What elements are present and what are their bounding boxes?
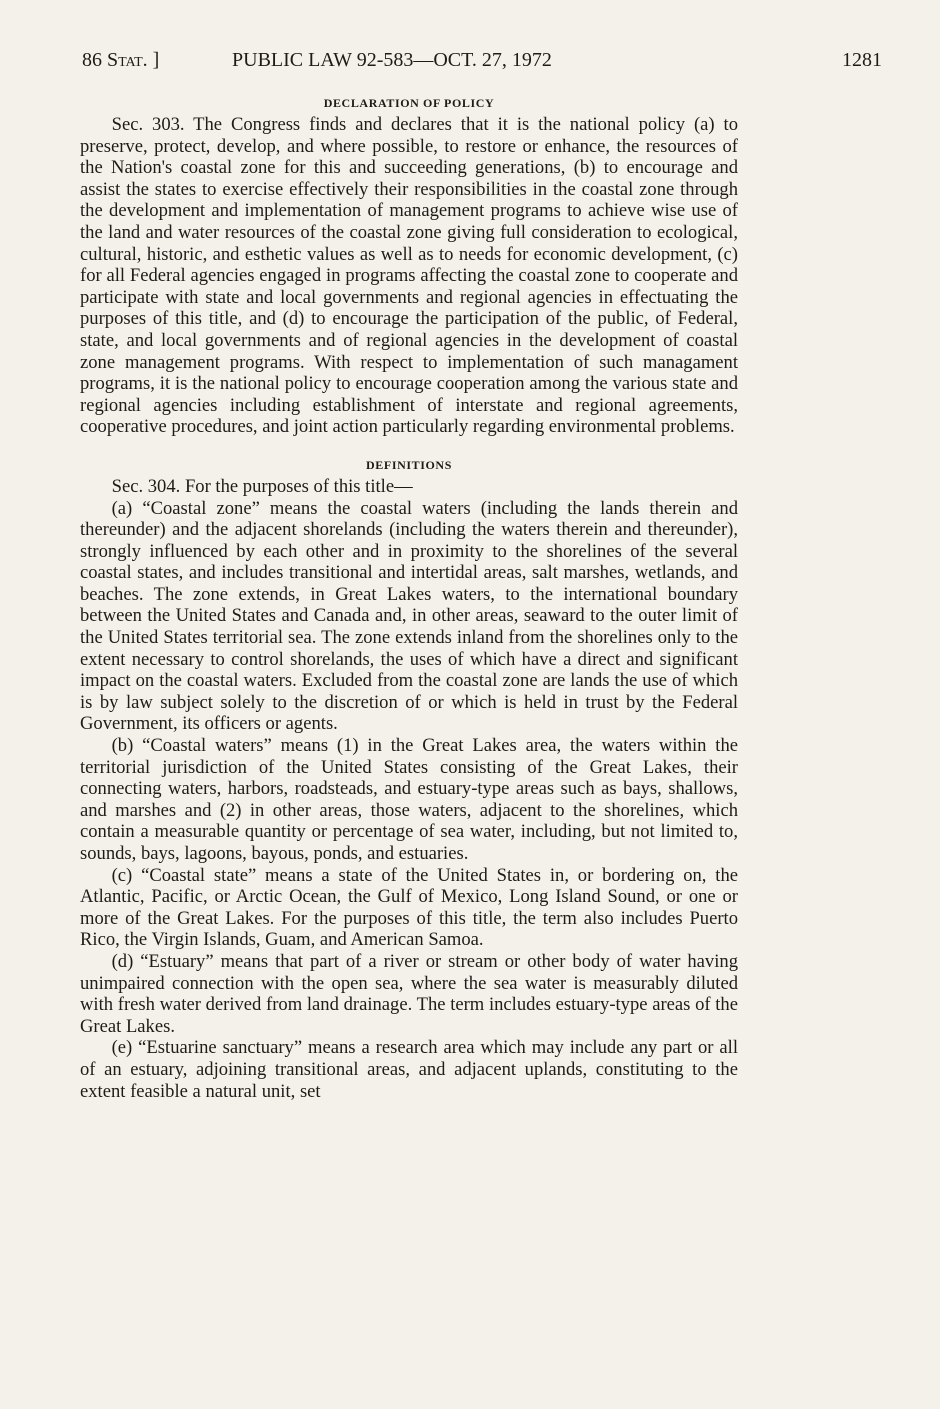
definition-b-coastal-waters: (b) “Coastal waters” means (1) in the Great Lakes area, the waters within the territorial jurisdiction of the United States consisting of the Great Lakes, their connecting waters, harbors, roadsteads, and estuary-type areas such as bays, shallows, and marshes and (2) in other areas, those waters, adjacent to the shorelines, which contain a measurable quantity or percentage of sea water, including, but not limited to, sounds, bays, lagoons, bayous, ponds, and estuaries.	[80, 735, 738, 864]
definition-d-estuary: (d) “Estuary” means that part of a river or stream or other body of water having unimpaired connection with the open sea, where the sea water is measurably diluted with fresh water derived from land drainage. The term includes estuary-type areas of the Great Lakes.	[80, 950, 738, 1037]
volume-reference: 86 Stat. ]	[82, 49, 160, 71]
sec-304-intro: Sec. 304. For the purposes of this title—	[111, 475, 413, 497]
definition-a-coastal-zone: (a) “Coastal zone” means the coastal waters (including the lands therein and thereunder) and the adjacent shorelands (including the waters therein and thereunder), strongly influenced by each other and in proximity to the shorelines of the several coastal states, and includes transitional and intertidal areas, salt marshes, wetlands, and beaches. The zone extends, in Great Lakes waters, to the international boundary between the United States and Canada and, in other areas, seaward to the outer limit of the United States territorial sea. The zone extends inland from the shorelines only to the extent necessary to control shorelands, the uses of which have a direct and significant impact on the coastal waters. Excluded from the coastal zone are lands the use of which is by law subject solely to the discretion of or which is held in trust by the Federal Government, its officers or agents.	[80, 497, 738, 735]
page-title: PUBLIC LAW 92-583—OCT. 27, 1972	[232, 49, 552, 71]
section-heading-declaration: DECLARATION OF POLICY	[323, 96, 495, 110]
page-number: 1281	[842, 49, 882, 71]
sec-303-paragraph: Sec. 303. The Congress finds and declares that it is the national policy (a) to preserve, protect, develop, and where possible, to restore or enhance, the resources of the Nation's coastal zone for this and succeeding generations, (b) to encourage and assist the states to exercise effectively their responsibilities in the coastal zone through the development and implementation of management programs to achieve wise use of the land and water resources of the coastal zone giving full consideration to ecological, cultural, historic, and esthetic values as well as to needs for economic development, (c) for all Federal agencies engaged in programs affecting the coastal zone to cooperate and participate with state and local governments and regional agencies in effectuating the purposes of this title, and (d) to encourage the participation of the public, of Federal, state, and local governments and of regional agencies in the development of coastal zone management programs. With respect to implementation of such managament programs, it is the national policy to encourage cooperation among the various state and regional agencies including establishment of interstate and regional agreements, cooperative procedures, and joint action particularly regarding environmental problems.	[80, 114, 738, 438]
definition-e-estuarine-sanctuary: (e) “Estuarine sanctuary” means a research area which may include any part or all of an estuary, adjoining transitional areas, and adjacent uplands, constituting to the extent feasible a natural unit, set	[80, 1037, 738, 1102]
body-text	[80, 90, 738, 1102]
running-header	[82, 44, 882, 76]
section-heading-definitions: DEFINITIONS	[366, 457, 452, 472]
definition-c-coastal-state: (c) “Coastal state” means a state of the United States in, or bordering on, the Atlantic, Pacific, or Arctic Ocean, the Gulf of Mexico, Long Island Sound, or one or more of the Great Lakes. For the purposes of this title, the term also includes Puerto Rico, the Virgin Islands, Guam, and American Samoa.	[80, 864, 738, 951]
